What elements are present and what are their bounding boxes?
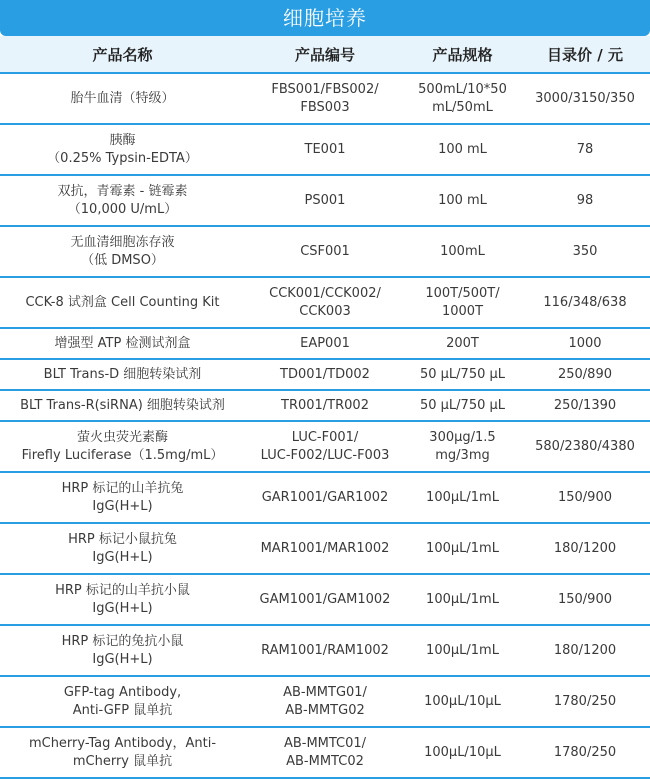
product-name-cell-line: IgG(H+L) bbox=[92, 549, 153, 565]
table-row bbox=[0, 421, 650, 472]
product-spec-cell bbox=[405, 421, 520, 472]
product-name-cell-line: IgG(H+L) bbox=[92, 498, 153, 514]
product-name-cell bbox=[0, 175, 245, 226]
product-name-cell bbox=[0, 472, 245, 523]
product-code-cell bbox=[245, 226, 405, 277]
catalog-price-cell-line: 98 bbox=[576, 192, 594, 208]
catalog-price-cell-line: 3000/3150/350 bbox=[535, 90, 635, 106]
product-spec-cell-line: 500mL/10*50 bbox=[418, 81, 507, 97]
product-spec-cell bbox=[405, 574, 520, 625]
product-code-cell bbox=[245, 625, 405, 676]
catalog-price-cell-line: 78 bbox=[576, 141, 594, 157]
catalog-price-cell bbox=[520, 328, 650, 359]
product-spec-cell-line: 50 µL/750 µL bbox=[419, 366, 506, 382]
product-spec-cell-line: 100T/500T/ bbox=[425, 285, 500, 301]
product-name-cell-line: mCherry 鼠单抗 bbox=[72, 753, 173, 769]
product-name-cell bbox=[0, 226, 245, 277]
product-spec-cell-line: 100µL/1mL bbox=[426, 642, 499, 658]
table-row bbox=[0, 226, 650, 277]
product-name-cell-line: BLT Trans-R(siRNA) 细胞转染试剂 bbox=[20, 397, 225, 413]
product-code-cell-line: TE001 bbox=[304, 141, 346, 157]
catalog-price-cell bbox=[520, 359, 650, 390]
product-code-cell-line: AB-MMTG01/ bbox=[283, 684, 367, 700]
catalog-price-cell-line: 180/1200 bbox=[553, 642, 617, 658]
table-row bbox=[0, 328, 650, 359]
product-name-cell-line: GFP-tag Antibody, bbox=[63, 684, 182, 700]
product-name-cell-line: （低 DMSO） bbox=[81, 252, 164, 268]
product-spec-cell bbox=[405, 328, 520, 359]
product-code-cell bbox=[245, 73, 405, 124]
product-code-cell bbox=[245, 676, 405, 727]
product-name-cell bbox=[0, 727, 245, 778]
product-spec-cell bbox=[405, 226, 520, 277]
product-code-cell bbox=[245, 124, 405, 175]
catalog-price-cell bbox=[520, 727, 650, 778]
product-code-cell-line: TR001/TR002 bbox=[281, 397, 369, 413]
product-code-cell-line: FBS003 bbox=[300, 99, 350, 115]
product-name-cell-line: （10,000 U/mL） bbox=[67, 201, 178, 217]
product-code-cell bbox=[245, 277, 405, 328]
product-name-cell bbox=[0, 277, 245, 328]
catalog-price-cell-line: 580/2380/4380 bbox=[535, 438, 635, 454]
product-code-cell-line: MAR1001/MAR1002 bbox=[260, 540, 390, 556]
product-spec-cell-line: mL/50mL bbox=[432, 99, 493, 115]
product-name-cell-line: mCherry-Tag Antibody，Anti- bbox=[28, 735, 217, 751]
product-spec-cell-line: 100µL/1mL bbox=[426, 591, 499, 607]
product-code-cell-line: GAR1001/GAR1002 bbox=[261, 489, 389, 505]
product-code-cell bbox=[245, 727, 405, 778]
product-name-cell-line: 胰酶 bbox=[109, 132, 136, 148]
table-row bbox=[0, 472, 650, 523]
product-name-cell-line: 萤火虫荧光素酶 bbox=[76, 429, 168, 445]
table-row bbox=[0, 574, 650, 625]
product-spec-cell-line: 300µg/1.5 bbox=[429, 429, 496, 445]
product-spec-cell bbox=[405, 390, 520, 421]
table-body bbox=[0, 73, 650, 778]
product-spec-cell-line: 100 mL bbox=[438, 192, 487, 208]
table-row bbox=[0, 523, 650, 574]
product-name-cell bbox=[0, 625, 245, 676]
product-code-cell bbox=[245, 574, 405, 625]
product-code-cell-line: EAP001 bbox=[300, 335, 350, 351]
product-spec-cell bbox=[405, 625, 520, 676]
table-row bbox=[0, 73, 650, 124]
product-spec-cell-line: 100 mL bbox=[438, 141, 487, 157]
table-row bbox=[0, 175, 650, 226]
product-name-cell bbox=[0, 328, 245, 359]
product-code-cell-line: CCK003 bbox=[299, 303, 351, 319]
product-code-cell bbox=[245, 421, 405, 472]
product-name-cell-line: Anti-GFP 鼠单抗 bbox=[72, 702, 173, 718]
header-row bbox=[0, 36, 650, 73]
product-name-cell-line: CCK-8 试剂盒 Cell Counting Kit bbox=[25, 294, 220, 310]
product-code-cell bbox=[245, 175, 405, 226]
product-spec-cell-line: 100mL bbox=[440, 243, 485, 259]
product-code-cell bbox=[245, 390, 405, 421]
catalog-price-cell bbox=[520, 124, 650, 175]
catalog-price-cell-line: 180/1200 bbox=[553, 540, 617, 556]
catalog-price-cell bbox=[520, 277, 650, 328]
catalog-price-cell bbox=[520, 390, 650, 421]
catalog-price-cell bbox=[520, 625, 650, 676]
product-spec-cell bbox=[405, 727, 520, 778]
catalog-price-cell-line: 1780/250 bbox=[553, 693, 617, 709]
product-spec-cell bbox=[405, 676, 520, 727]
product-code-cell bbox=[245, 472, 405, 523]
product-name-cell bbox=[0, 359, 245, 390]
header-product-spec: 产品规格 bbox=[405, 36, 520, 73]
catalog-price-cell bbox=[520, 73, 650, 124]
product-code-cell-line: AB-MMTC02 bbox=[286, 753, 364, 769]
product-name-cell-line: Firefly Luciferase（1.5mg/mL） bbox=[21, 447, 224, 463]
product-name-cell bbox=[0, 390, 245, 421]
catalog-price-cell-line: 150/900 bbox=[557, 489, 612, 505]
product-code-cell-line: RAM1001/RAM1002 bbox=[261, 642, 389, 658]
product-name-cell-line: HRP 标记的兔抗小鼠 bbox=[61, 633, 184, 649]
product-code-cell bbox=[245, 328, 405, 359]
catalog-price-cell-line: 1000 bbox=[568, 335, 602, 351]
catalog-price-cell-line: 250/890 bbox=[557, 366, 612, 382]
product-spec-cell-line: 1000T bbox=[441, 303, 484, 319]
product-spec-cell bbox=[405, 175, 520, 226]
table-row bbox=[0, 625, 650, 676]
catalog-price-cell-line: 1780/250 bbox=[553, 744, 617, 760]
product-code-cell-line: TD001/TD002 bbox=[280, 366, 370, 382]
header-product-code: 产品编号 bbox=[245, 36, 405, 73]
product-code-cell-line: LUC-F001/ bbox=[291, 429, 359, 445]
catalog-price-cell bbox=[520, 421, 650, 472]
product-code-cell bbox=[245, 359, 405, 390]
catalog-price-cell bbox=[520, 175, 650, 226]
product-name-cell-line: HRP 标记的山羊抗兔 bbox=[61, 480, 184, 496]
product-name-cell-line: HRP 标记小鼠抗兔 bbox=[68, 531, 177, 547]
product-spec-cell-line: 100µL/10µL bbox=[424, 744, 501, 760]
product-name-cell-line: IgG(H+L) bbox=[92, 600, 153, 616]
product-name-cell-line: 胎牛血清（特级） bbox=[70, 90, 175, 106]
catalog-price-cell bbox=[520, 523, 650, 574]
product-spec-cell bbox=[405, 73, 520, 124]
product-name-cell bbox=[0, 574, 245, 625]
product-name-cell-line: （0.25% Typsin-EDTA） bbox=[47, 150, 198, 166]
product-name-cell-line: 双抗，青霉素 - 链霉素 bbox=[57, 183, 188, 199]
product-name-cell bbox=[0, 73, 245, 124]
table-row bbox=[0, 277, 650, 328]
catalog-price-cell bbox=[520, 472, 650, 523]
product-spec-cell-line: 50 µL/750 µL bbox=[419, 397, 506, 413]
table-row bbox=[0, 124, 650, 175]
product-table bbox=[0, 36, 650, 779]
product-spec-cell bbox=[405, 277, 520, 328]
product-spec-cell bbox=[405, 359, 520, 390]
product-code-cell-line: AB-MMTC01/ bbox=[283, 735, 367, 751]
catalog-price-cell-line: 150/900 bbox=[557, 591, 612, 607]
product-code-cell-line: AB-MMTG02 bbox=[285, 702, 365, 718]
catalog-price-cell-line: 116/348/638 bbox=[543, 294, 627, 310]
product-code-cell-line: FBS001/FBS002/ bbox=[271, 81, 379, 97]
product-spec-cell bbox=[405, 124, 520, 175]
product-name-cell bbox=[0, 124, 245, 175]
product-name-cell bbox=[0, 523, 245, 574]
product-spec-cell bbox=[405, 523, 520, 574]
header-product-name: 产品名称 bbox=[0, 36, 245, 73]
product-spec-cell-line: 100µL/1mL bbox=[426, 489, 499, 505]
product-name-cell-line: HRP 标记的山羊抗小鼠 bbox=[55, 582, 190, 598]
product-code-cell-line: CSF001 bbox=[300, 243, 350, 259]
product-code-cell bbox=[245, 523, 405, 574]
product-spec-cell-line: mg/3mg bbox=[435, 447, 490, 463]
table-row bbox=[0, 727, 650, 778]
catalog-price-cell bbox=[520, 574, 650, 625]
product-code-cell-line: PS001 bbox=[304, 192, 346, 208]
catalog-price-cell bbox=[520, 226, 650, 277]
table-row bbox=[0, 390, 650, 421]
product-name-cell-line: 无血清细胞冻存液 bbox=[70, 234, 175, 250]
table-row bbox=[0, 676, 650, 727]
header-catalog-price: 目录价 / 元 bbox=[520, 36, 650, 73]
product-code-cell-line: CCK001/CCK002/ bbox=[269, 285, 381, 301]
product-spec-cell-line: 200T bbox=[446, 335, 479, 351]
product-spec-cell bbox=[405, 472, 520, 523]
table-row bbox=[0, 359, 650, 390]
catalog-price-cell bbox=[520, 676, 650, 727]
product-name-cell bbox=[0, 676, 245, 727]
product-name-cell-line: IgG(H+L) bbox=[92, 651, 153, 667]
catalog-price-cell-line: 350 bbox=[572, 243, 598, 259]
product-name-cell bbox=[0, 421, 245, 472]
product-code-cell-line: LUC-F002/LUC-F003 bbox=[260, 447, 390, 463]
catalog-price-cell-line: 250/1390 bbox=[553, 397, 617, 413]
product-name-cell-line: 增强型 ATP 检测试剂盒 bbox=[54, 335, 191, 351]
product-code-cell-line: GAM1001/GAM1002 bbox=[259, 591, 391, 607]
product-spec-cell-line: 100µL/1mL bbox=[426, 540, 499, 556]
section-title: 细胞培养 bbox=[0, 0, 650, 36]
product-name-cell-line: BLT Trans-D 细胞转染试剂 bbox=[43, 366, 202, 382]
product-spec-cell-line: 100µL/10µL bbox=[424, 693, 501, 709]
